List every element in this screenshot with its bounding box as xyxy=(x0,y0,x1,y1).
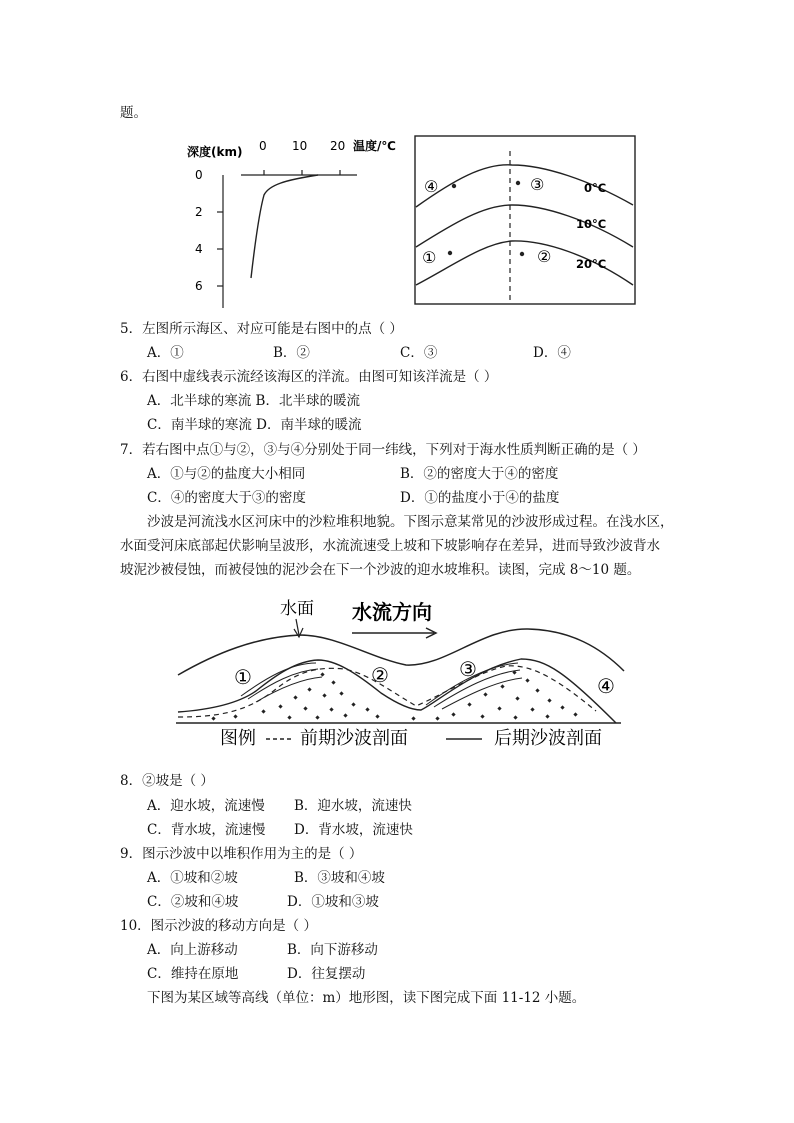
q7-stem: 7．若右图中点①与②，③与④分别处于同一纬线，下列对于海水性质判断正确的是（ ） xyxy=(120,442,646,458)
x-tick-10: 10 xyxy=(292,139,308,153)
passage-line-3: 坡泥沙被侵蚀，而被侵蚀的泥沙会在下一个沙波的迎水坡堆积。读图，完成 8～10 题。 xyxy=(120,562,641,578)
q9-option-c[interactable]: C．②坡和④坡 xyxy=(147,894,239,910)
water-surface-label: 水面 xyxy=(280,599,314,619)
isotherm-0-label: 0°C xyxy=(584,181,607,195)
q5-option-d[interactable]: D．④ xyxy=(533,345,571,361)
slope-2-label: ② xyxy=(371,663,389,687)
q7-option-d[interactable]: D．①的盐度小于④的盐度 xyxy=(400,490,560,506)
y-tick-6: 6 xyxy=(195,279,203,293)
q6-stem: 6．右图中虚线表示流经该海区的洋流。由图可知该洋流是（ ） xyxy=(120,369,498,385)
q8-option-d[interactable]: D．背水坡，流速快 xyxy=(294,822,413,838)
point-1-label: ① xyxy=(422,248,437,267)
q6-options-cd[interactable]: C．南半球的寒流 D．南半球的暖流 xyxy=(147,417,362,433)
q8-option-c[interactable]: C．背水坡，流速慢 xyxy=(147,822,266,838)
q10-option-a[interactable]: A．向上游移动 xyxy=(147,942,238,958)
outro-line: 下图为某区域等高线（单位：m）地形图，读下图完成下面 11-12 小题。 xyxy=(147,990,586,1006)
point-3 xyxy=(516,181,520,185)
q7-option-a[interactable]: A．①与②的盐度大小相同 xyxy=(147,466,306,482)
point-2-label: ② xyxy=(537,247,552,266)
point-2 xyxy=(520,252,524,256)
passage-line-1: 沙波是河流浅水区河床中的沙粒堆积地貌。下图示意某常见的沙波形成过程。在浅水区， xyxy=(147,514,674,530)
temp-axis-label: 温度/℃ xyxy=(353,139,396,153)
x-tick-0: 0 xyxy=(259,139,267,153)
intro-tail: 题。 xyxy=(120,105,147,121)
flow-direction-label: 水流方向 xyxy=(352,600,432,624)
point-4 xyxy=(452,184,456,188)
y-tick-4: 4 xyxy=(195,242,203,256)
q8-option-a[interactable]: A．迎水坡，流速慢 xyxy=(147,798,265,814)
q5-stem: 5．左图所示海区、对应可能是右图中的点（ ） xyxy=(120,321,403,337)
q6-options-ab[interactable]: A．北半球的寒流 B．北半球的暖流 xyxy=(147,393,360,409)
q9-option-d[interactable]: D．①坡和③坡 xyxy=(287,894,379,910)
slope-4-label: ④ xyxy=(597,674,615,698)
q5-option-a[interactable]: A．① xyxy=(147,345,184,361)
q5-option-b[interactable]: B．② xyxy=(273,345,310,361)
q7-option-b[interactable]: B．②的密度大于④的密度 xyxy=(400,466,559,482)
passage-line-2: 水面受河床底部起伏影响呈波形，水流流速受上坡和下坡影响存在差异，进而导致沙波背水 xyxy=(120,538,660,554)
q9-stem: 9．图示沙波中以堆积作用为主的是（ ） xyxy=(120,846,363,862)
y-tick-0: 0 xyxy=(195,168,203,182)
isotherm-20-label: 20°C xyxy=(576,257,607,271)
point-4-label: ④ xyxy=(424,177,439,196)
q9-option-b[interactable]: B．③坡和④坡 xyxy=(294,870,385,886)
x-tick-20: 20 xyxy=(330,139,346,153)
q8-stem: 8．②坡是（ ） xyxy=(120,773,214,789)
depth-temperature-chart xyxy=(185,133,405,308)
q5-option-c[interactable]: C．③ xyxy=(400,345,438,361)
depth-axis-label: 深度(km) xyxy=(187,145,243,159)
q10-stem: 10．图示沙波的移动方向是（ ） xyxy=(120,918,317,934)
point-3-label: ③ xyxy=(530,175,545,194)
point-1 xyxy=(448,251,452,255)
slope-1-label: ① xyxy=(234,665,252,689)
y-tick-2: 2 xyxy=(195,205,203,219)
sand-wave-diagram xyxy=(176,593,636,758)
legend-late: 后期沙波剖面 xyxy=(494,728,602,749)
q10-option-c[interactable]: C．维持在原地 xyxy=(147,966,239,982)
isotherm-map xyxy=(414,135,636,305)
legend-prefix: 图例 xyxy=(220,728,256,749)
q7-option-c[interactable]: C．④的密度大于③的密度 xyxy=(147,490,306,506)
legend-early: 前期沙波剖面 xyxy=(300,728,408,749)
q8-option-b[interactable]: B．迎水坡，流速快 xyxy=(294,798,412,814)
isotherm-10-label: 10°C xyxy=(576,217,607,231)
temperature-curve xyxy=(251,175,318,278)
slope-3-label: ③ xyxy=(459,657,477,681)
q10-option-d[interactable]: D．往复摆动 xyxy=(287,966,366,982)
q10-option-b[interactable]: B．向下游移动 xyxy=(287,942,378,958)
q9-option-a[interactable]: A．①坡和②坡 xyxy=(147,870,238,886)
